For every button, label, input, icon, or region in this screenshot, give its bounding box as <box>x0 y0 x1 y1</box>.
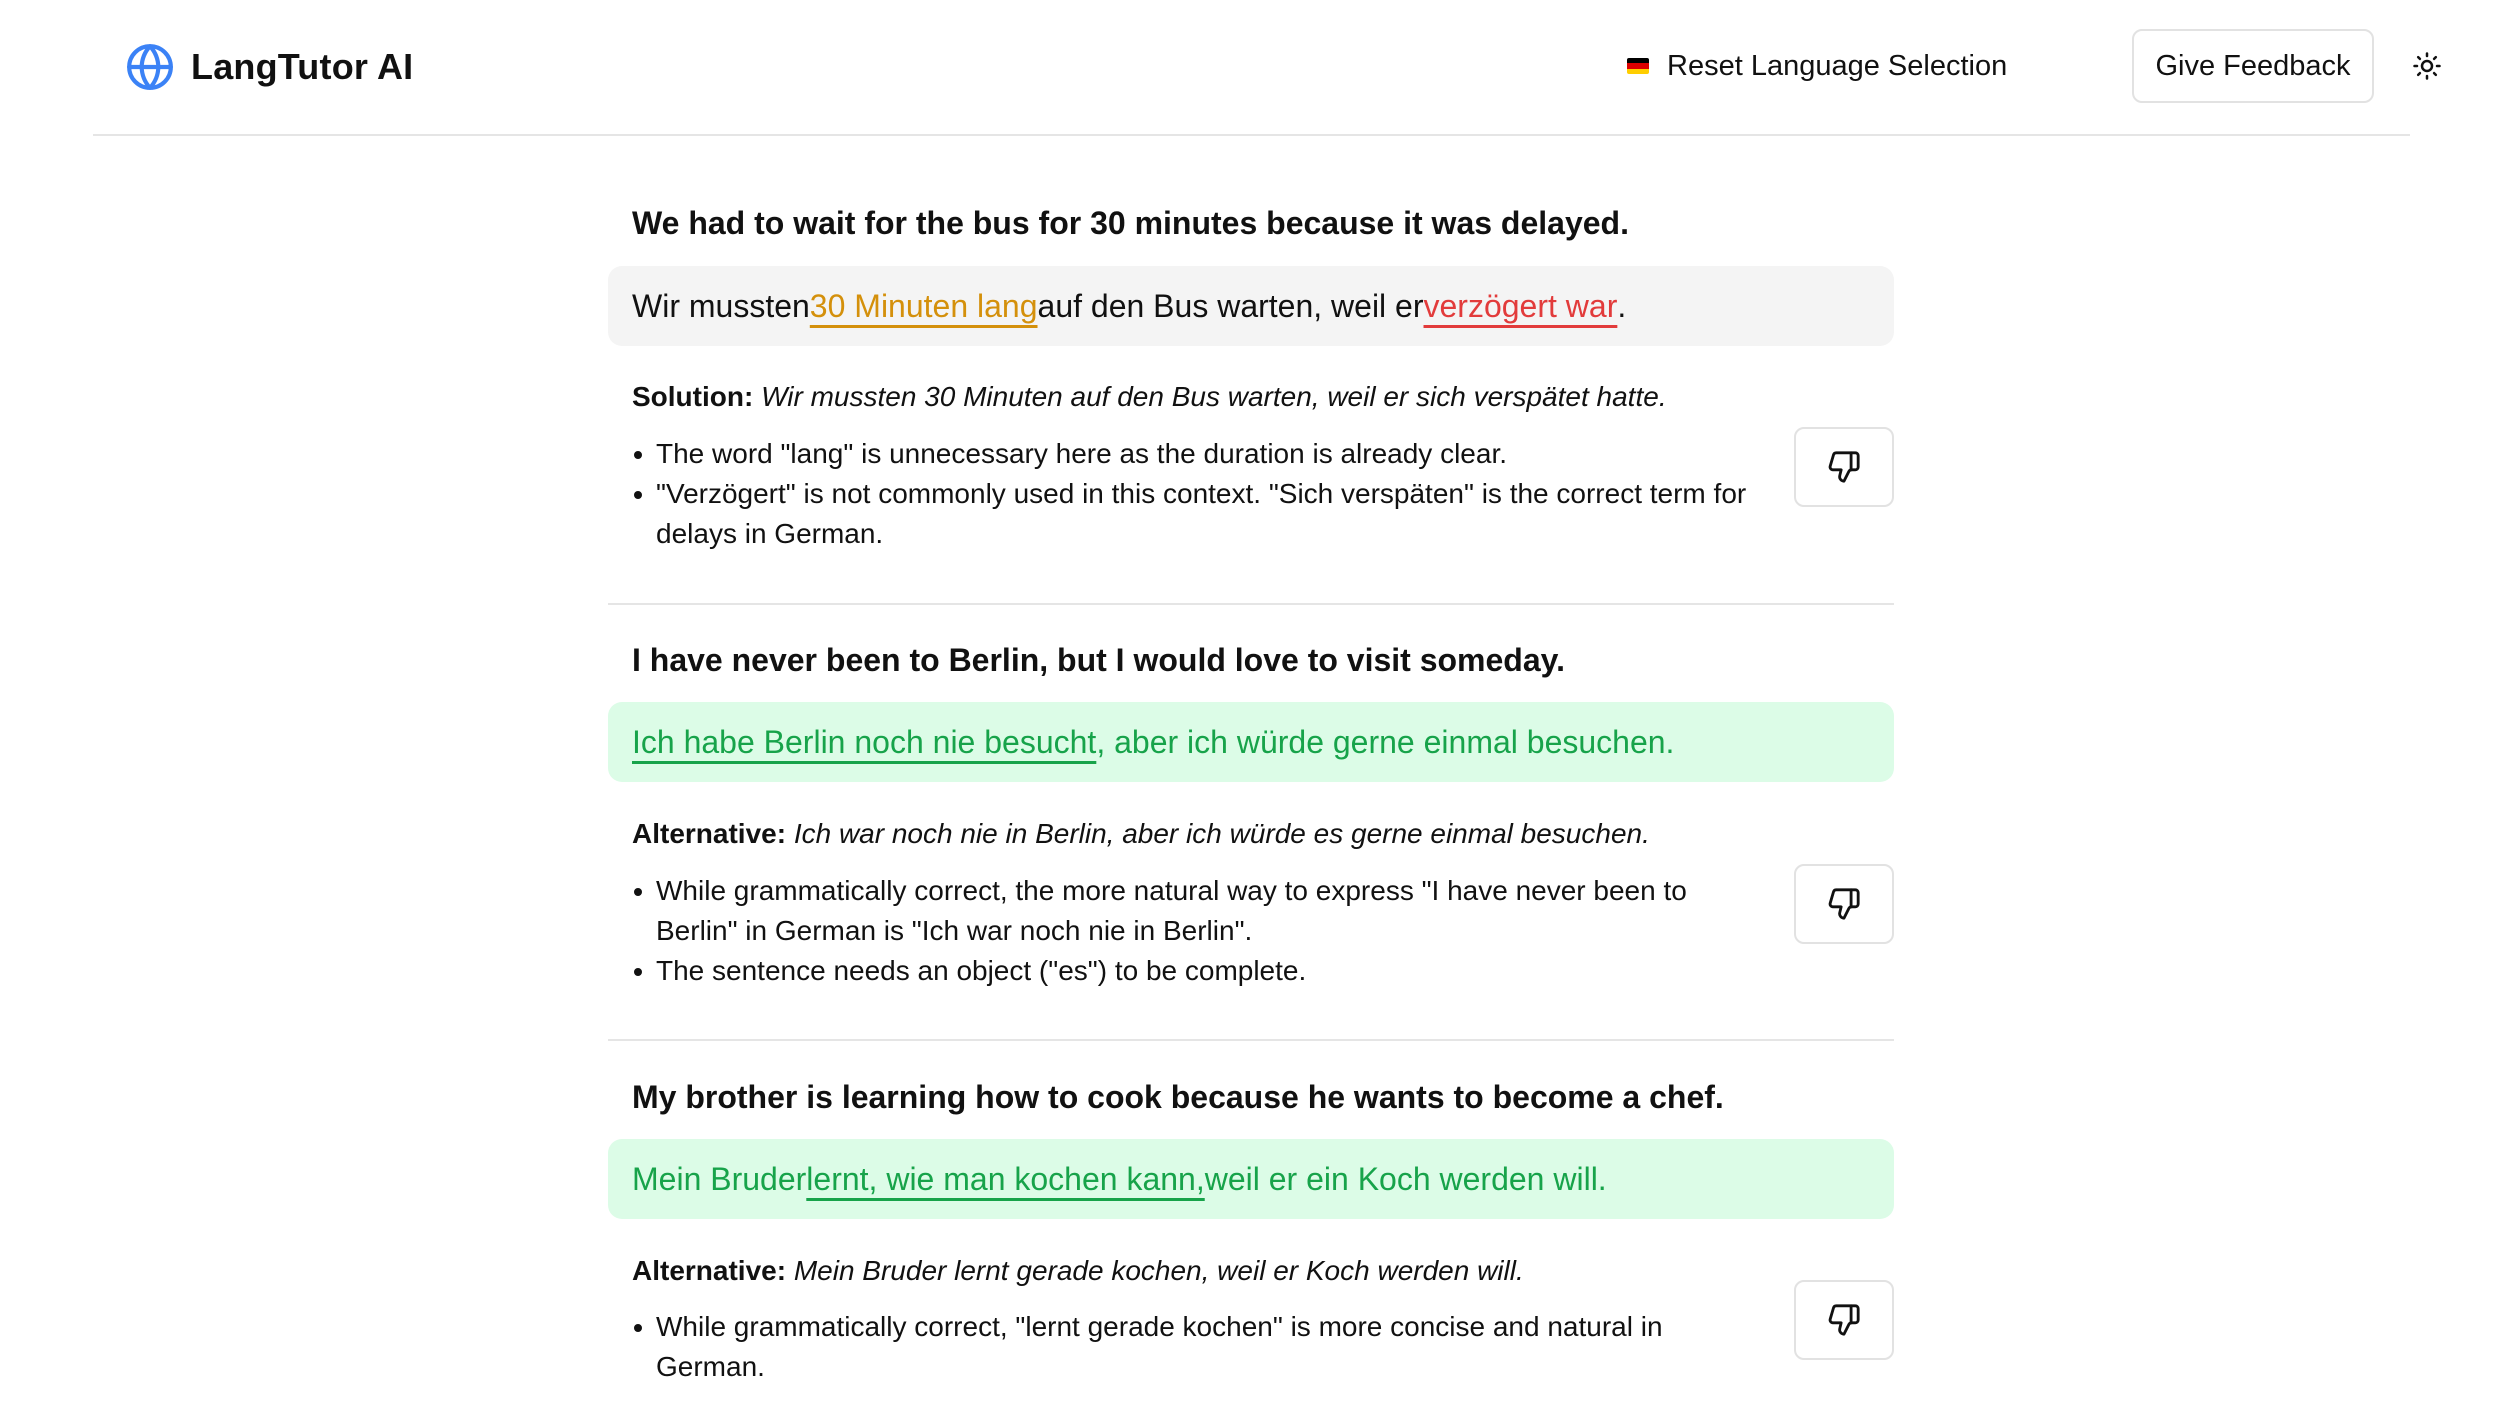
answer-segment: Wir mussten <box>632 287 810 324</box>
english-prompt: My brother is learning how to cook because he wants to become a chef. <box>632 1079 1724 1115</box>
feedback-note: The word "lang" is unnecessary here as the duration is already clear. <box>632 434 1782 474</box>
thumbs-down-button[interactable] <box>1794 427 1894 507</box>
alternative-text: Ich war noch nie in Berlin, aber ich würde es gerne einmal besuchen. <box>793 818 1650 849</box>
answer-segment-error: verzögert war <box>1423 287 1618 324</box>
feedback-note: While grammatically correct, the more natural way to express "I have never been to Berlin" in German is "Ich war noch nie in Berlin". <box>632 871 1742 951</box>
answer-segment-note: Ich habe Berlin noch nie besucht <box>632 723 1097 760</box>
app-name: LangTutor AI <box>191 46 414 87</box>
english-prompt: I have never been to Berlin, but I would love to visit someday. <box>632 642 1565 678</box>
sun-icon <box>2412 51 2442 81</box>
answer-segment: , aber ich würde gerne einmal besuchen. <box>1096 723 1675 760</box>
brand[interactable] <box>125 42 413 92</box>
answer-segment-note: lernt, wie man kochen kann, <box>806 1160 1205 1197</box>
alternative-label: Alternative: <box>632 818 794 849</box>
solution-line <box>632 381 1667 413</box>
give-feedback-button[interactable]: Give Feedback <box>2132 29 2374 103</box>
thumbs-down-icon <box>1827 887 1861 921</box>
alternative-text: Mein Bruder lernt gerade kochen, weil er Koch werden will. <box>793 1255 1524 1286</box>
thumbs-down-icon <box>1827 1303 1861 1337</box>
feedback-notes <box>632 1307 1712 1387</box>
answer-segment: Mein Bruder <box>632 1160 807 1197</box>
entry-divider <box>608 603 1894 605</box>
entry-divider <box>608 1039 1894 1041</box>
thumbs-down-button[interactable] <box>1794 864 1894 944</box>
user-answer <box>608 1139 1894 1219</box>
english-prompt: We had to wait for the bus for 30 minutes because it was delayed. <box>632 205 1629 241</box>
reset-language-button[interactable] <box>1627 40 2007 92</box>
thumbs-down-button[interactable] <box>1794 1280 1894 1360</box>
alternative-line <box>632 1255 1524 1287</box>
feedback-note: The sentence needs an object ("es") to be complete. <box>632 951 1742 991</box>
user-answer <box>608 702 1894 782</box>
feedback-note: While grammatically correct, "lernt gerade kochen" is more concise and natural in German. <box>632 1307 1712 1387</box>
user-answer <box>608 266 1894 346</box>
feedback-notes <box>632 434 1782 554</box>
answer-segment: weil er ein Koch werden will. <box>1204 1160 1607 1197</box>
solution-label: Solution: <box>632 381 762 412</box>
alternative-line <box>632 818 1650 850</box>
answer-segment: auf den Bus warten, weil er <box>1037 287 1424 324</box>
feedback-notes <box>632 871 1742 991</box>
alternative-label: Alternative: <box>632 1255 794 1286</box>
thumbs-down-icon <box>1827 450 1861 484</box>
solution-text: Wir mussten 30 Minuten auf den Bus warten, weil er sich verspätet hatte. <box>761 381 1667 412</box>
reset-language-label: Reset Language Selection <box>1667 49 2008 82</box>
answer-segment: . <box>1617 287 1627 324</box>
german-flag-icon <box>1627 58 1649 74</box>
theme-toggle-button[interactable] <box>2407 46 2447 86</box>
answer-segment-warning: 30 Minuten lang <box>809 287 1038 324</box>
top-bar <box>93 0 2410 136</box>
globe-icon <box>125 42 175 92</box>
feedback-note: "Verzögert" is not commonly used in this context. "Sich verspäten" is the correct term for delays in German. <box>632 474 1782 554</box>
